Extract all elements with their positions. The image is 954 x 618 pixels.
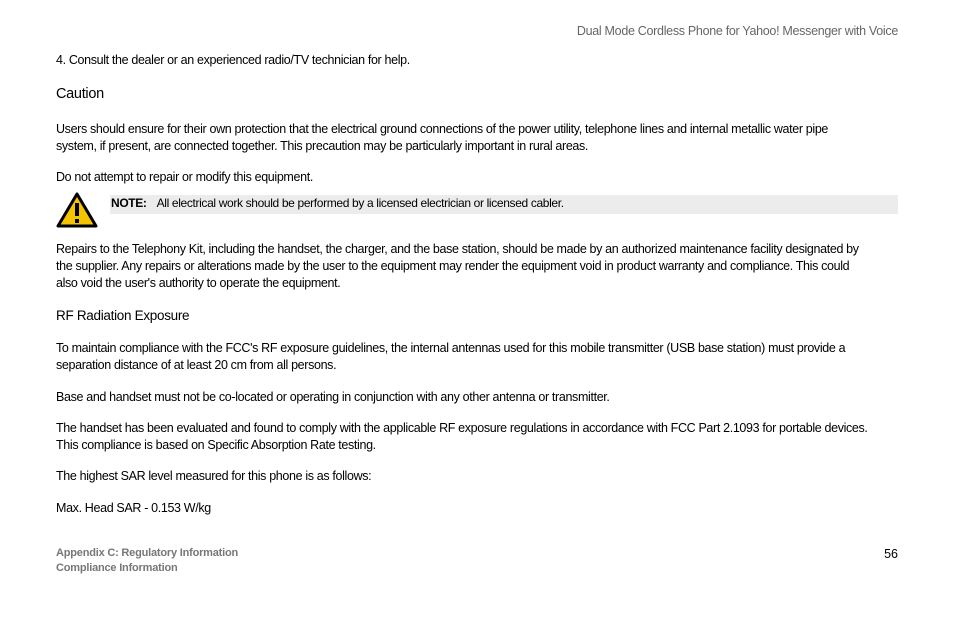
list-item-4: 4. Consult the dealer or an experienced radio/TV technician for help. bbox=[56, 53, 410, 67]
rf-paragraph-1-line-2: separation distance of at least 20 cm from all persons. bbox=[56, 358, 337, 372]
rf-paragraph-2: Base and handset must not be co-located or operating in conjunction with any other antenna or transmitter. bbox=[56, 390, 610, 404]
caution-heading: Caution bbox=[56, 86, 104, 102]
note bbox=[111, 195, 564, 212]
caution-paragraph-line-1: Users should ensure for their own protection that the electrical ground connections of the power utility, telephone lines and internal metallic water pipe bbox=[56, 122, 829, 136]
footer-section-line-1: Appendix C: Regulatory Information bbox=[56, 547, 239, 559]
repairs-paragraph-line-1: Repairs to the Telephony Kit, including the handset, the charger, and the base station, should be made by an authorized maintenance facility designated by bbox=[56, 242, 859, 256]
rf-paragraph-3-line-1: The handset has been evaluated and found to comply with the applicable RF exposure regulations in accordance with FCC Part 2.1093 for portable devices. bbox=[56, 421, 868, 435]
rf-heading: RF Radiation Exposure bbox=[56, 308, 190, 323]
page-number: 56 bbox=[884, 547, 898, 561]
repairs-paragraph-line-2: the supplier. Any repairs or alterations made by the user to the equipment may render the equipment void in product warranty and compliance. This could bbox=[56, 259, 850, 273]
rf-paragraph-5: Max. Head SAR - 0.153 W/kg bbox=[56, 501, 211, 515]
caution-paragraph-2: Do not attempt to repair or modify this equipment. bbox=[56, 170, 313, 184]
note-text: All electrical work should be performed by a licensed electrician or licensed cabler. bbox=[156, 196, 564, 210]
repairs-paragraph-line-3: also void the user's authority to operate the equipment. bbox=[56, 276, 341, 290]
note-label: NOTE: bbox=[111, 196, 147, 210]
rf-paragraph-4: The highest SAR level measured for this phone is as follows: bbox=[56, 469, 372, 483]
rf-paragraph-3-line-2: This compliance is based on Specific Absorption Rate testing. bbox=[56, 438, 376, 452]
footer-section-line-2: Compliance Information bbox=[56, 562, 178, 574]
caution-paragraph-line-2: system, if present, are connected together. This precaution may be particularly important in rural areas. bbox=[56, 139, 589, 153]
running-header: Dual Mode Cordless Phone for Yahoo! Messenger with Voice bbox=[576, 24, 898, 38]
rf-paragraph-1-line-1: To maintain compliance with the FCC's RF exposure guidelines, the internal antennas used for this mobile transmitter (USB base station) must provide a bbox=[56, 341, 846, 355]
warning-triangle-icon bbox=[56, 192, 98, 228]
